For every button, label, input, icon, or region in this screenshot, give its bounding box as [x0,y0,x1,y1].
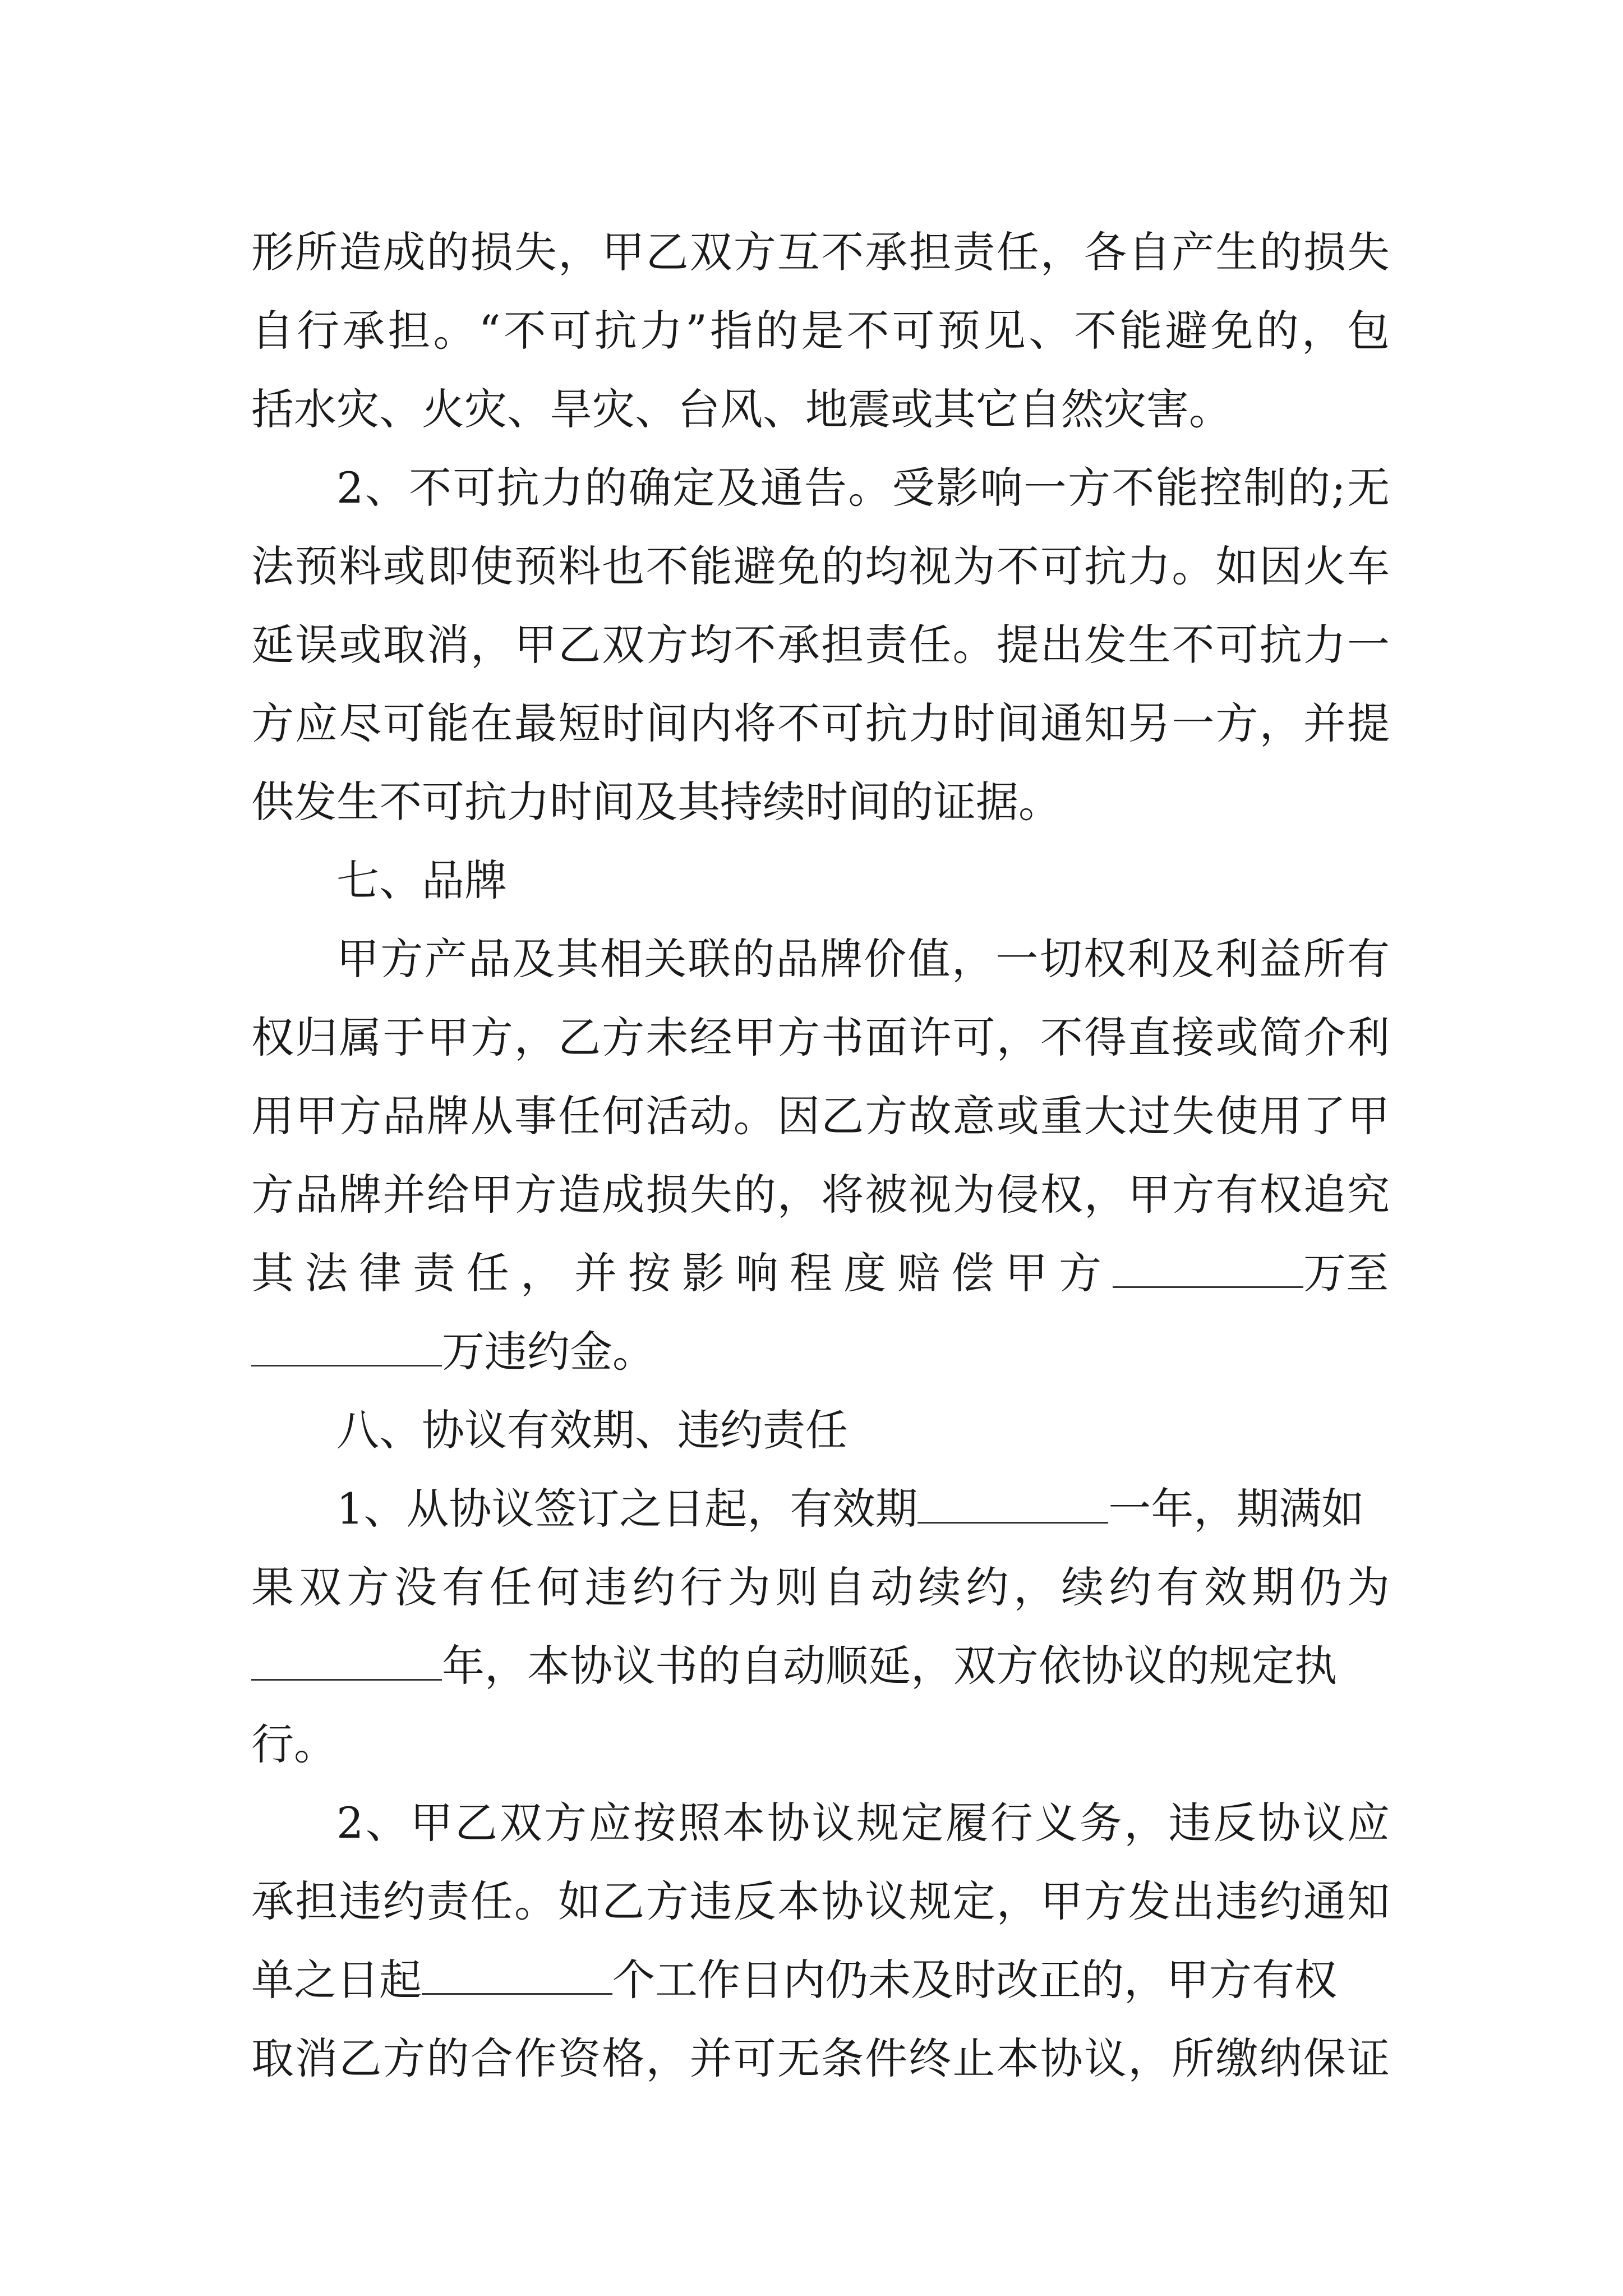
fill-in-blank[interactable] [251,1326,442,1366]
fill-in-blank[interactable] [422,1954,612,1995]
text-segment: 1、从协议签订之日起，有效期 [336,1484,918,1534]
text-line: 行。 [251,1719,336,1769]
text-line: 方品牌并给甲方造成损失的，将被视为侵权，甲方有权追究 [251,1170,1390,1220]
text-line: 果双方没有任何违约行为则自动续约，续约有效期仍为 [251,1562,1390,1612]
text-line: 括水灾、火灾、旱灾、台风、地震或其它自然灾害。 [251,384,1232,434]
text-line: 供发生不可抗力时间及其持续时间的证据。 [251,777,1061,827]
text-line: 方应尽可能在最短时间内将不可抗力时间通知另一方，并提 [251,698,1390,748]
paragraph-start-line: 甲方产品及其相关联的品牌价值，一切权利及利益所有 [336,934,1390,984]
text-line-with-blank [251,1941,1390,2019]
text-line-with-blank [251,1313,1390,1391]
text-line-with-blank [251,1234,1390,1313]
text-segment: 单之日起 [251,1955,422,2005]
text-segment: 万违约金。 [442,1327,655,1377]
fill-in-blank[interactable] [251,1640,442,1681]
text-segment: 其法律责任，并按影响程度赔偿甲方 [251,1248,1113,1298]
paragraph-start-line: 2、不可抗力的确定及通告。受影响一方不能控制的;无 [336,463,1390,513]
text-line: 权归属于甲方，乙方未经甲方书面许可，不得直接或简介利 [251,1013,1390,1062]
text-line: 取消乙方的合作资格，并可无条件终止本协议，所缴纳保证 [251,2033,1390,2083]
text-line: 自行承担。“不可抗力”指的是不可预见、不能避免的，包 [251,306,1390,356]
paragraph-start-line: 2、甲乙双方应按照本协议规定履行义务，违反协议应 [336,1798,1390,1848]
text-line: 承担违约责任。如乙方违反本协议规定，甲方发出违约通知 [251,1876,1390,1926]
text-line: 法预料或即使预料也不能避免的均视为不可抗力。如因火车 [251,541,1390,591]
text-line: 延误或取消，甲乙双方均不承担责任。提出发生不可抗力一 [251,620,1390,670]
text-segment: 万至 [1303,1248,1389,1298]
text-line-with-blank [251,1627,1390,1705]
fill-in-blank[interactable] [1113,1247,1303,1288]
text-segment: 个工作日内仍未及时改正的，甲方有权 [612,1955,1337,2005]
section-heading: 七、品牌 [336,855,507,905]
text-line-with-blank [336,1470,1390,1548]
text-segment: 年，本协议书的自动顺延，双方依协议的规定执 [442,1641,1337,1691]
fill-in-blank[interactable] [917,1483,1108,1524]
text-line: 用甲方品牌从事任何活动。因乙方故意或重大过失使用了甲 [251,1091,1390,1141]
text-line: 形所造成的损失，甲乙双方互不承担责任，各自产生的损失 [251,227,1390,277]
section-heading: 八、协议有效期、违约责任 [336,1405,848,1455]
text-segment: 一年，期满如 [1108,1484,1364,1534]
